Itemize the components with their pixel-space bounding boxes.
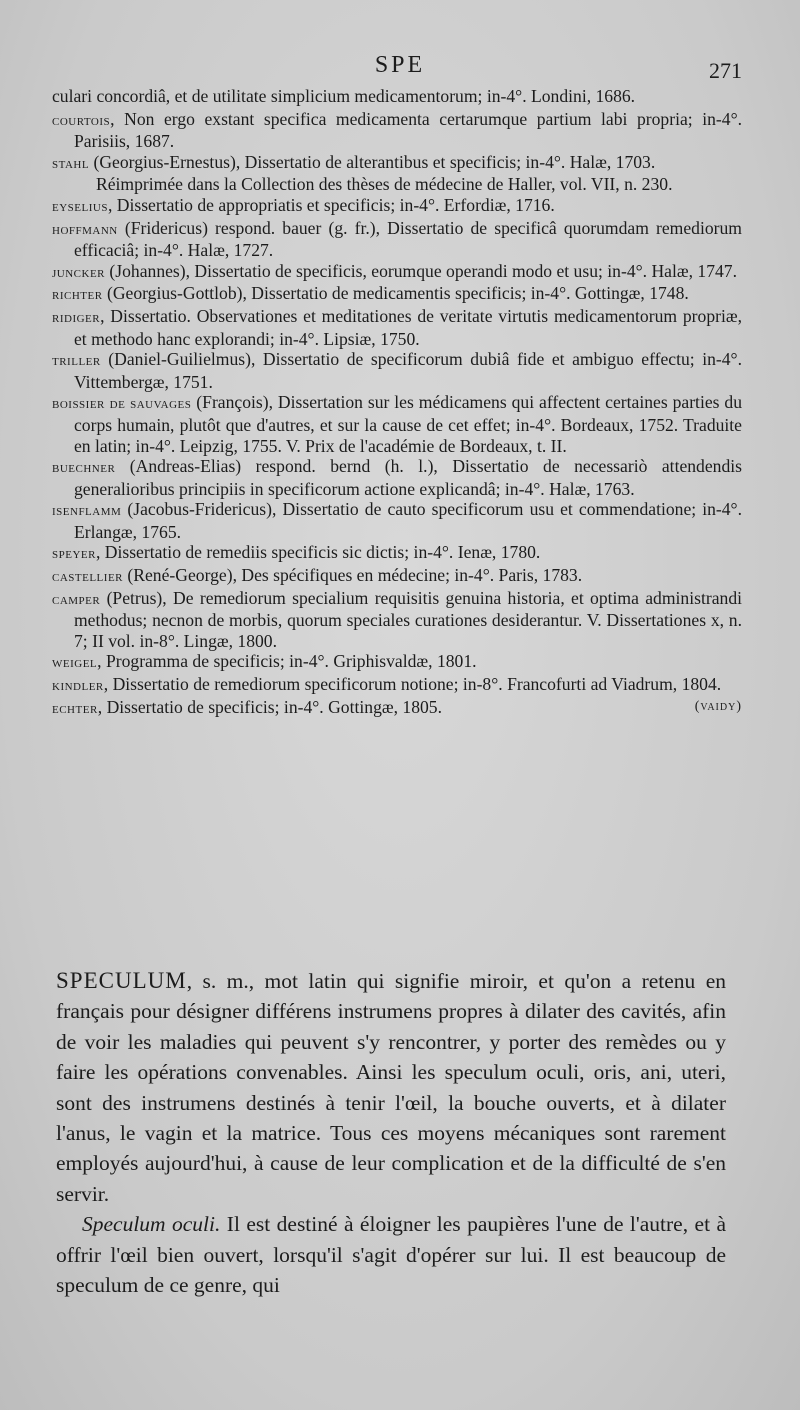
author-name: hoffmann bbox=[52, 221, 118, 238]
bibliography-entry: camper (Petrus), De remediorum specialium requisitis genuina historia, et optima administrandi methodus; necnon de morbis, quorum speciales curationes desiderantur. V. Dissertationes x, n. 7; II vol. in-8°. Lingæ, 1800. bbox=[52, 587, 742, 651]
author-signature: (vaidy) bbox=[694, 698, 742, 714]
bibliography-entry: echter, Dissertatio de specificis; in-4°. Gottingæ, 1805. (vaidy) bbox=[52, 696, 742, 717]
author-name: kindler bbox=[52, 678, 104, 695]
bibliography bbox=[52, 86, 742, 719]
author-name: triller bbox=[52, 353, 101, 370]
bibliography-entry: richter (Georgius-Gottlob), Dissertatio de medicamentis specificis; in-4°. Gottingæ, 1748. bbox=[52, 283, 689, 304]
author-name: castellier bbox=[52, 569, 123, 586]
author-name: weigel bbox=[52, 655, 98, 672]
article-headword: SPECULUM bbox=[56, 968, 187, 993]
bibliography-entry: juncker (Johannes), Dissertatio de specificis, eorumque operandi modo et usu; in-4°. Halæ, 1747. bbox=[52, 260, 737, 281]
author-name: richter bbox=[52, 287, 103, 304]
author-name: eyselius bbox=[52, 198, 108, 215]
article-subhead: Speculum oculi. bbox=[82, 1212, 221, 1237]
article-speculum bbox=[56, 966, 726, 1300]
author-name: isenflamm bbox=[52, 503, 122, 520]
author-name: juncker bbox=[52, 264, 106, 281]
author-name: courtois bbox=[52, 112, 111, 129]
bibliography-entry: triller (Daniel-Guilielmus), Dissertatio de specificorum dubiâ fide et ambiguo effectu; in-4°. Vittembergæ, 1751. bbox=[52, 349, 742, 392]
bibliography-entry: castellier (René-George), Des spécifiques en médecine; in-4°. Paris, 1783. bbox=[52, 565, 583, 586]
author-name: stahl bbox=[52, 155, 90, 172]
author-name: echter bbox=[52, 700, 98, 717]
article-paragraph: Speculum oculi. Il est destiné à éloigner les paupières l'une de l'autre, et à offrir l'œil bien ouvert, lorsqu'il s'agit d'opérer sur lui. Il est beaucoup de speculum de ce genre, qui bbox=[56, 1212, 727, 1298]
bibliography-entry: weigel, Programma de specificis; in-4°. Griphisvaldæ, 1801. bbox=[52, 651, 477, 672]
author-name: buechner bbox=[52, 460, 116, 477]
bibliography-entry: kindler, Dissertatio de remediorum specificorum notione; in-8°. Francofurti ad Viadrum, 1804. bbox=[52, 674, 722, 695]
page-header bbox=[0, 52, 800, 88]
bibliography-note: Réimprimée dans la Collection des thèses de médecine de Haller, vol. VII, n. 230. bbox=[96, 174, 673, 195]
page-number: 271 bbox=[709, 58, 742, 83]
bibliography-entry: culari concordiâ, et de utilitate simplicium medicamentorum; in-4°. Londini, 1686. bbox=[52, 86, 636, 106]
bibliography-entry: buechner (Andreas-Elias) respond. bernd (h. l.), Dissertatio de necessariò attendendis generalioribus principiis in specificorum actione explicandâ; in-4°. Halæ, 1763. bbox=[52, 456, 742, 499]
bibliography-entry: speyer, Dissertatio de remediis specificis sic dictis; in-4°. Ienæ, 1780. bbox=[52, 542, 541, 563]
author-name: ridiger bbox=[52, 309, 101, 326]
author-name: boissier de sauvages bbox=[52, 396, 192, 413]
bibliography-entry: eyselius, Dissertatio de appropriatis et specificis; in-4°. Erfordiæ, 1716. bbox=[52, 194, 555, 215]
author-name: speyer bbox=[52, 546, 96, 563]
bibliography-entry: stahl (Georgius-Ernestus), Dissertatio de alterantibus et specificis; in-4°. Halæ, 1703. bbox=[52, 151, 656, 172]
bibliography-entry: ridiger, Dissertatio. Observationes et meditationes de veritate virtutis medicamentorum propriæ, et methodo hanc explorandi; in-4°. Lipsiæ, 1750. bbox=[52, 305, 742, 349]
author-name: camper bbox=[52, 591, 101, 608]
bibliography-entry: boissier de sauvages (François), Dissertation sur les médicamens qui affectent certaines parties du corps humain, plutôt que d'autres, et sur la cause de cet effet; in-4°. Bordeaux, 1752. Traduite en latin; in-4°. Leipzig, 1755. V. Prix de l'académie de Bordeaux, t. II. bbox=[52, 392, 742, 456]
bibliography-entry: hoffmann (Fridericus) respond. bauer (g. fr.), Dissertatio de specificâ quorumdam remediorum efficaciâ; in-4°. Halæ, 1727. bbox=[52, 217, 742, 261]
running-head: SPE bbox=[374, 52, 426, 78]
article-paragraph: SPECULUM, s. m., mot latin qui signifie miroir, et qu'on a retenu en français pour désigner différens instrumens propres à dilater des cavités, afin de voir les maladies qui peuvent s'y rencontrer, y porter des remèdes ou y faire les opérations convenables. Ainsi les speculum oculi, oris, ani, uteri, sont des instrumens destinés à tenir l'œil, la bouche ouverts, et à dilater l'anus, le vagin et la matrice. Tous ces moyens mécaniques sont rarement employés aujourd'hui, à cause de leur complication et de la difficulté de s'en servir. bbox=[56, 968, 726, 1206]
bibliography-entry: courtois, Non ergo exstant specifica medicamenta certarumque partium labi propria; in-4°. Parisiis, 1687. bbox=[52, 108, 742, 152]
bibliography-entry: isenflamm (Jacobus-Fridericus), Dissertatio de cauto specificorum usu et commendatione; in-4°. Erlangæ, 1765. bbox=[52, 499, 742, 542]
